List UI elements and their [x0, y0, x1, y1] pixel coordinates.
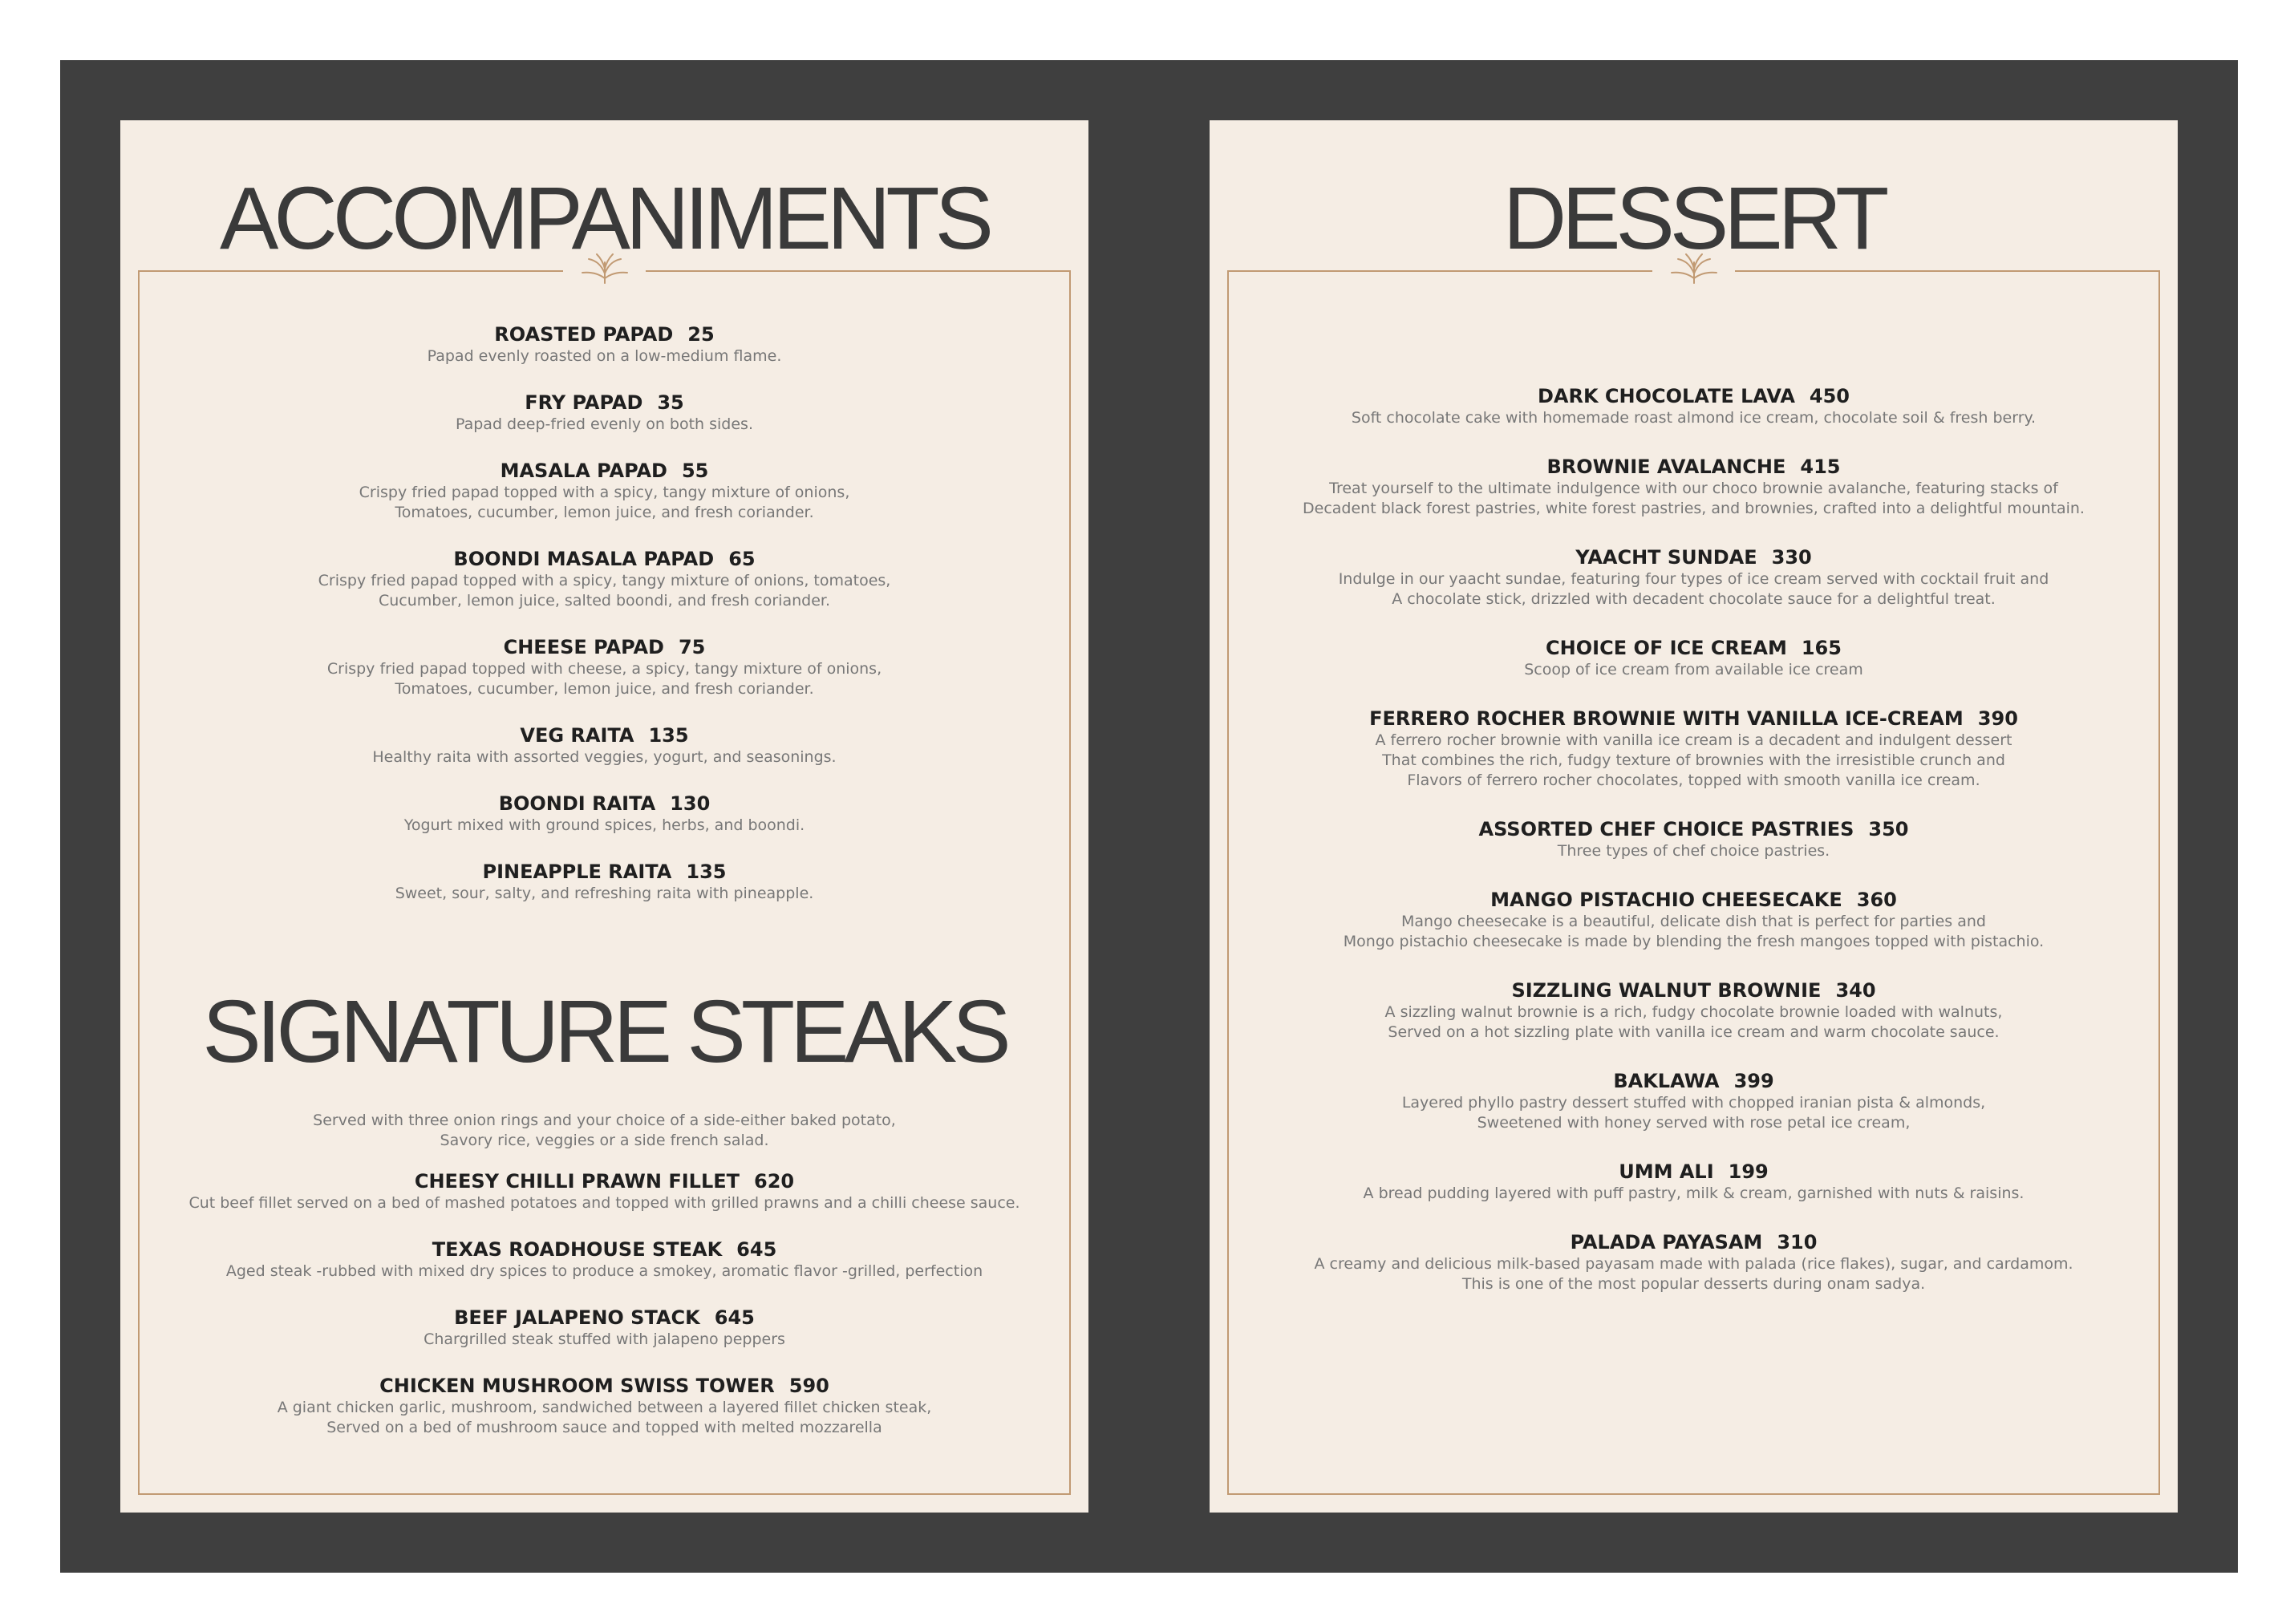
- menu-item-title: [120, 1169, 1088, 1193]
- item-description: Three types of chef choice pastries.: [1557, 842, 1830, 860]
- menu-item: [1210, 1230, 2178, 1294]
- item-description: A ferrero rocher brownie with vanilla ice cream is a decadent and indulgent dessert: [1375, 731, 2012, 749]
- menu-item: [1210, 636, 2178, 680]
- menu-item-title: [120, 547, 1088, 571]
- item-price: 620: [754, 1170, 795, 1193]
- item-price: 350: [1868, 818, 1909, 840]
- item-name: CHEESY CHILLI PRAWN FILLET: [414, 1170, 740, 1193]
- item-price: 35: [657, 391, 684, 414]
- menu-item: [120, 792, 1088, 836]
- menu-item-title: [120, 635, 1088, 659]
- menu-item: [1210, 707, 2178, 791]
- item-name: UMM ALI: [1619, 1160, 1714, 1183]
- menu-item: [120, 1306, 1088, 1350]
- signature-steaks-title: SIGNATURE STEAKS: [202, 982, 1007, 1081]
- item-price: 450: [1809, 385, 1850, 407]
- item-description: Indulge in our yaacht sundae, featuring four types of ice cream served with cocktail fruit and: [1338, 570, 2049, 588]
- item-name: BEEF JALAPENO STACK: [454, 1306, 700, 1329]
- item-price: 135: [648, 724, 689, 747]
- item-name: SIZZLING WALNUT BROWNIE: [1511, 979, 1822, 1002]
- item-description: A sizzling walnut brownie is a rich, fudgy chocolate brownie loaded with walnuts,: [1384, 1003, 2003, 1021]
- item-price: 340: [1835, 979, 1876, 1002]
- item-description: Mango cheesecake is a beautiful, delicate dish that is perfect for parties and: [1401, 913, 1986, 930]
- item-description: Crispy fried papad topped with a spicy, tangy mixture of onions, tomatoes,: [318, 572, 891, 589]
- menu-item: [120, 1374, 1088, 1438]
- item-name: BAKLAWA: [1613, 1070, 1720, 1092]
- item-description: Yogurt mixed with ground spices, herbs, and boondi.: [403, 816, 805, 834]
- item-name: ROASTED PAPAD: [494, 323, 674, 346]
- menu-item: [1210, 978, 2178, 1043]
- menu-item: [120, 860, 1088, 904]
- menu-item-title: [120, 723, 1088, 747]
- item-description: A creamy and delicious milk-based payasam made with palada (rice flakes), sugar, and cardamom.: [1314, 1255, 2073, 1273]
- item-name: PINEAPPLE RAITA: [482, 861, 672, 883]
- steaks-intro-line: Savory rice, veggies or a side french salad.: [440, 1132, 769, 1149]
- item-name: VEG RAITA: [520, 724, 634, 747]
- item-name: MASALA PAPAD: [500, 460, 667, 482]
- menu-item-title: [120, 1374, 1088, 1398]
- item-name: FERRERO ROCHER BROWNIE WITH VANILLA ICE-CREAM: [1369, 707, 1964, 730]
- menu-item-title: [1210, 455, 2178, 479]
- item-price: 165: [1801, 637, 1842, 659]
- item-description: Served on a hot sizzling plate with vanilla ice cream and warm chocolate sauce.: [1388, 1023, 2000, 1041]
- item-price: 360: [1856, 889, 1897, 911]
- item-name: MANGO PISTACHIO CHEESECAKE: [1490, 889, 1842, 911]
- item-price: 645: [714, 1306, 755, 1329]
- item-name: YAACHT SUNDAE: [1575, 546, 1757, 569]
- item-name: BOONDI MASALA PAPAD: [453, 548, 715, 570]
- item-price: 130: [670, 792, 711, 815]
- menu-item: [120, 391, 1088, 435]
- menu-item-title: [120, 1237, 1088, 1262]
- dessert-title: DESSERT: [1502, 169, 1885, 268]
- menu-item-title: [120, 792, 1088, 816]
- item-price: 399: [1733, 1070, 1774, 1092]
- item-description: Crispy fried papad topped with cheese, a spicy, tangy mixture of onions,: [326, 660, 882, 678]
- menu-item: [1210, 817, 2178, 861]
- menu-item: [1210, 1069, 2178, 1133]
- item-description: Crispy fried papad topped with a spicy, tangy mixture of onions,: [359, 484, 850, 501]
- menu-item-title: [1210, 545, 2178, 569]
- menu-page-left: [120, 120, 1088, 1513]
- menu-item-title: [1210, 1160, 2178, 1184]
- item-description: A giant chicken garlic, mushroom, sandwiched between a layered fillet chicken steak,: [277, 1399, 932, 1416]
- item-description: A bread pudding layered with puff pastry, milk & cream, garnished with nuts & raisins.: [1363, 1185, 2025, 1202]
- item-description: Scoop of ice cream from available ice cream: [1524, 661, 1863, 678]
- item-price: 590: [788, 1375, 829, 1397]
- item-description: Healthy raita with assorted veggies, yogurt, and seasonings.: [372, 748, 837, 766]
- item-description: Cut beef fillet served on a bed of mashed potatoes and topped with grilled prawns and a chilli cheese sauce.: [188, 1194, 1020, 1212]
- item-description: Sweetened with honey served with rose petal ice cream,: [1477, 1114, 1911, 1132]
- menu-item: [1210, 888, 2178, 952]
- menu-item-title: [1210, 707, 2178, 731]
- item-price: 310: [1777, 1231, 1818, 1253]
- item-price: 25: [687, 323, 715, 346]
- item-name: BOONDI RAITA: [498, 792, 656, 815]
- menu-item-title: [1210, 817, 2178, 841]
- item-price: 135: [686, 861, 727, 883]
- item-description: Tomatoes, cucumber, lemon juice, and fresh coriander.: [395, 504, 814, 521]
- menu-item: [1210, 455, 2178, 519]
- menu-item-title: [1210, 636, 2178, 660]
- item-price: 330: [1771, 546, 1812, 569]
- accompaniments-title: ACCOMPANIMENTS: [219, 169, 989, 268]
- item-description: Papad deep-fried evenly on both sides.: [456, 415, 753, 433]
- menu-background: [60, 60, 2238, 1573]
- item-description: Tomatoes, cucumber, lemon juice, and fresh coriander.: [395, 680, 814, 698]
- item-price: 199: [1728, 1160, 1769, 1183]
- menu-item-title: [120, 391, 1088, 415]
- item-name: TEXAS ROADHOUSE STEAK: [432, 1238, 723, 1261]
- menu-page-right: [1210, 120, 2178, 1513]
- item-description: That combines the rich, fudgy texture of brownies with the irresistible crunch and: [1382, 751, 2005, 769]
- menu-item-title: [120, 322, 1088, 346]
- item-description: A chocolate stick, drizzled with decadent chocolate sauce for a delightful treat.: [1392, 590, 1996, 608]
- steaks-intro: [120, 1111, 1088, 1151]
- item-description: Treat yourself to the ultimate indulgence with our choco brownie avalanche, featuring stacks of: [1329, 480, 2058, 497]
- item-name: DARK CHOCOLATE LAVA: [1537, 385, 1795, 407]
- item-name: CHICKEN MUSHROOM SWISS TOWER: [379, 1375, 775, 1397]
- item-description: Flavors of ferrero rocher chocolates, topped with smooth vanilla ice cream.: [1407, 772, 1980, 789]
- accompaniments-list: [120, 322, 1088, 928]
- menu-item: [1210, 384, 2178, 428]
- menu-item: [120, 1237, 1088, 1282]
- item-name: PALADA PAYASAM: [1570, 1231, 1763, 1253]
- item-description: This is one of the most popular desserts during onam sadya.: [1461, 1275, 1926, 1293]
- menu-item-title: [120, 860, 1088, 884]
- menu-item-title: [1210, 384, 2178, 408]
- menu-item: [1210, 545, 2178, 610]
- leaf-ornament-icon: [581, 251, 629, 286]
- menu-item: [1210, 1160, 2178, 1204]
- item-description: Soft chocolate cake with homemade roast almond ice cream, chocolate soil & fresh berry.: [1351, 409, 2037, 427]
- steaks-intro-line: Served with three onion rings and your choice of a side-either baked potato,: [313, 1112, 896, 1129]
- item-name: CHEESE PAPAD: [503, 636, 664, 658]
- menu-item-title: [1210, 1069, 2178, 1093]
- dessert-list: [1210, 384, 2178, 1321]
- item-description: Sweet, sour, salty, and refreshing raita with pineapple.: [395, 885, 814, 902]
- menu-item: [120, 547, 1088, 611]
- steaks-list: [120, 1169, 1088, 1462]
- item-description: Served on a bed of mushroom sauce and topped with melted mozzarella: [326, 1419, 882, 1436]
- menu-item-title: [1210, 888, 2178, 912]
- item-name: BROWNIE AVALANCHE: [1546, 456, 1786, 478]
- menu-item-title: [1210, 978, 2178, 1002]
- item-name: CHOICE OF ICE CREAM: [1546, 637, 1787, 659]
- item-description: Aged steak -rubbed with mixed dry spices to produce a smokey, aromatic flavor -grilled, perfection: [225, 1262, 983, 1280]
- menu-item-title: [120, 1306, 1088, 1330]
- menu-item: [120, 723, 1088, 767]
- item-price: 65: [728, 548, 756, 570]
- item-description: Papad evenly roasted on a low-medium flame.: [427, 347, 782, 365]
- item-name: FRY PAPAD: [525, 391, 643, 414]
- item-price: 415: [1800, 456, 1841, 478]
- menu-item: [120, 635, 1088, 699]
- item-price: 55: [681, 460, 709, 482]
- item-name: ASSORTED CHEF CHOICE PASTRIES: [1478, 818, 1854, 840]
- menu-item: [120, 1169, 1088, 1213]
- menu-item-title: [1210, 1230, 2178, 1254]
- item-description: Cucumber, lemon juice, salted boondi, and fresh coriander.: [378, 592, 830, 610]
- item-price: 75: [678, 636, 706, 658]
- item-description: Chargrilled steak stuffed with jalapeno peppers: [424, 1330, 785, 1348]
- menu-item: [120, 459, 1088, 523]
- item-price: 645: [736, 1238, 777, 1261]
- leaf-ornament-icon: [1670, 251, 1718, 286]
- item-price: 390: [1977, 707, 2018, 730]
- menu-item-title: [120, 459, 1088, 483]
- item-description: Mongo pistachio cheesecake is made by blending the fresh mangoes topped with pistachio.: [1343, 933, 2045, 950]
- item-description: Decadent black forest pastries, white forest pastries, and brownies, crafted into a delightful mountain.: [1303, 500, 2085, 517]
- item-description: Layered phyllo pastry dessert stuffed with chopped iranian pista & almonds,: [1401, 1094, 1986, 1112]
- menu-item: [120, 322, 1088, 367]
